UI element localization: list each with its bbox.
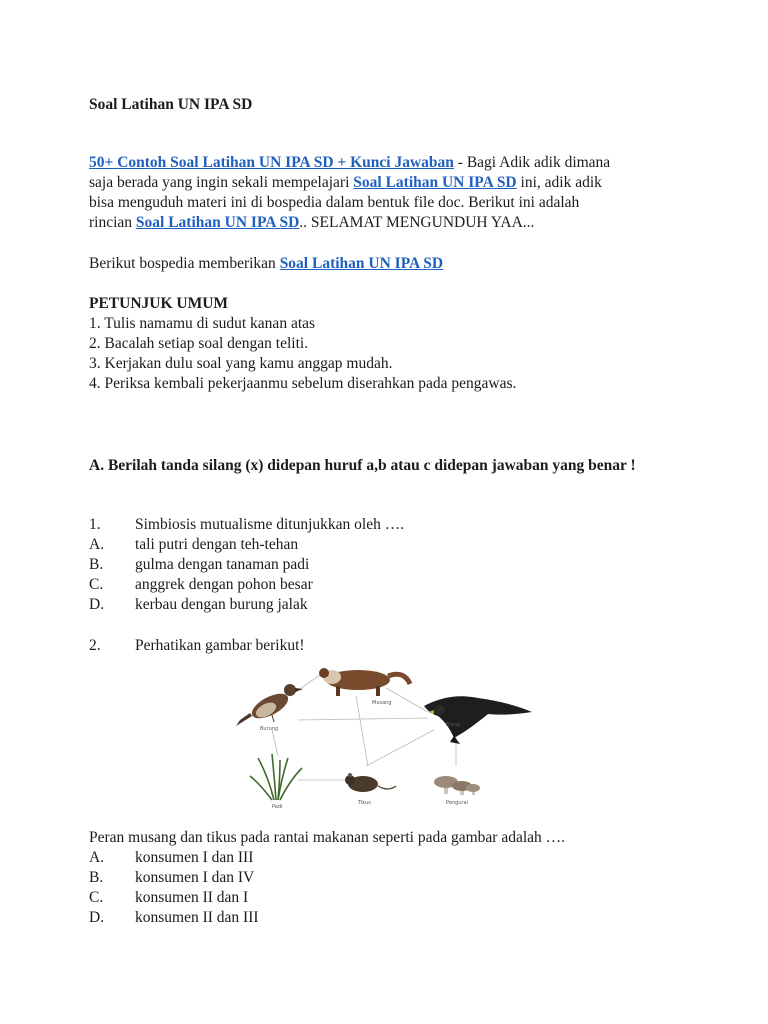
food-web-figure: [228, 658, 538, 810]
intro-text-1: - Bagi Adik adik dimana: [453, 154, 611, 171]
question-stem: [89, 515, 404, 535]
petunjuk-heading: PETUNJUK UMUM: [89, 295, 229, 312]
question-2: [89, 636, 305, 656]
figure-label-tikus: Tikus: [358, 800, 371, 806]
petunjuk-umum: [89, 294, 689, 394]
option-key: A.: [89, 849, 105, 866]
intro-text-4b: .. SELAMAT MENGUNDUH YAA...: [299, 214, 535, 231]
soal-latihan-link-3[interactable]: Soal Latihan UN IPA SD: [279, 255, 444, 272]
mushroom-illustration: [434, 776, 480, 795]
question-2-caption: Peran musang dan tikus pada rantai makanan seperti pada gambar adalah ….: [89, 829, 566, 846]
soal-latihan-link-1[interactable]: Soal Latihan UN IPA SD: [353, 174, 517, 191]
figure-label-elang: Elang: [446, 722, 460, 728]
eagle-illustration: [424, 696, 532, 744]
question-number: 2.: [89, 637, 101, 654]
option-text: gulma dengan tanaman padi: [135, 556, 310, 573]
option-a[interactable]: [89, 848, 259, 868]
question-1: [89, 515, 404, 615]
option-c[interactable]: [89, 888, 259, 908]
option-c[interactable]: [89, 575, 404, 595]
option-text: konsumen II dan I: [135, 889, 249, 906]
option-text: konsumen I dan IV: [135, 869, 255, 886]
option-a[interactable]: [89, 535, 404, 555]
intro-text-2b: ini, adik adik: [516, 174, 602, 191]
rat-illustration: [345, 773, 396, 792]
option-key: D.: [89, 596, 105, 613]
option-key: B.: [89, 556, 104, 573]
rule-item: 3. Kerjakan dulu soal yang kamu anggap mudah.: [89, 355, 393, 372]
intro-line-1: [89, 153, 689, 173]
figure-label-musang: Musang: [372, 700, 392, 706]
intro-paragraph: [89, 153, 689, 233]
rule-item: 4. Periksa kembali pekerjaanmu sebelum diserahkan pada pengawas.: [89, 375, 517, 392]
bird-illustration: [236, 684, 303, 726]
lead-text: Berikut bospedia memberikan: [89, 255, 280, 272]
option-b[interactable]: [89, 868, 259, 888]
option-text: konsumen II dan III: [135, 909, 259, 926]
option-d[interactable]: [89, 595, 404, 615]
option-d[interactable]: [89, 908, 259, 928]
option-key: C.: [89, 889, 104, 906]
option-text: konsumen I dan III: [135, 849, 254, 866]
page-title: Soal Latihan UN IPA SD: [89, 96, 253, 113]
intro-text-2a: saja berada yang ingin sekali mempelajari: [89, 174, 354, 191]
option-text: kerbau dengan burung jalak: [135, 596, 308, 613]
soal-latihan-link-2[interactable]: Soal Latihan UN IPA SD: [135, 214, 300, 231]
figure-label-padi: Padi: [272, 804, 283, 810]
rule-item: 2. Bacalah setiap soal dengan teliti.: [89, 335, 309, 352]
question-text: Perhatikan gambar berikut!: [135, 637, 305, 654]
option-key: D.: [89, 909, 105, 926]
intro-line-3: bisa menguduh materi ini di bospedia dalam bentuk file doc. Berikut ini adalah: [89, 194, 580, 211]
section-a-instruction: A. Berilah tanda silang (x) didepan huruf a,b atau c didepan jawaban yang benar !: [89, 457, 636, 474]
figure-label-pengurai: Pengurai: [446, 800, 468, 806]
option-key: C.: [89, 576, 104, 593]
option-key: A.: [89, 536, 105, 553]
question-text: Simbiosis mutualisme ditunjukkan oleh ….: [135, 516, 405, 533]
figure-label-burung: Burung: [260, 726, 279, 732]
option-text: anggrek dengan pohon besar: [135, 576, 313, 593]
intro-text-4a: rincian: [89, 214, 136, 231]
intro-line-2: [89, 173, 689, 193]
civet-illustration: [319, 668, 410, 696]
option-text: tali putri dengan teh-tehan: [135, 536, 299, 553]
option-key: B.: [89, 869, 104, 886]
question-stem: [89, 636, 305, 656]
lead-paragraph: [89, 254, 689, 274]
intro-line-4: [89, 213, 689, 233]
rule-item: 1. Tulis namamu di sudut kanan atas: [89, 315, 316, 332]
contoh-soal-link[interactable]: 50+ Contoh Soal Latihan UN IPA SD + Kunci Jawaban: [89, 154, 454, 171]
question-number: 1.: [89, 516, 101, 533]
rice-plant-illustration: [250, 754, 302, 800]
question-2-options: [89, 848, 259, 928]
option-b[interactable]: [89, 555, 404, 575]
